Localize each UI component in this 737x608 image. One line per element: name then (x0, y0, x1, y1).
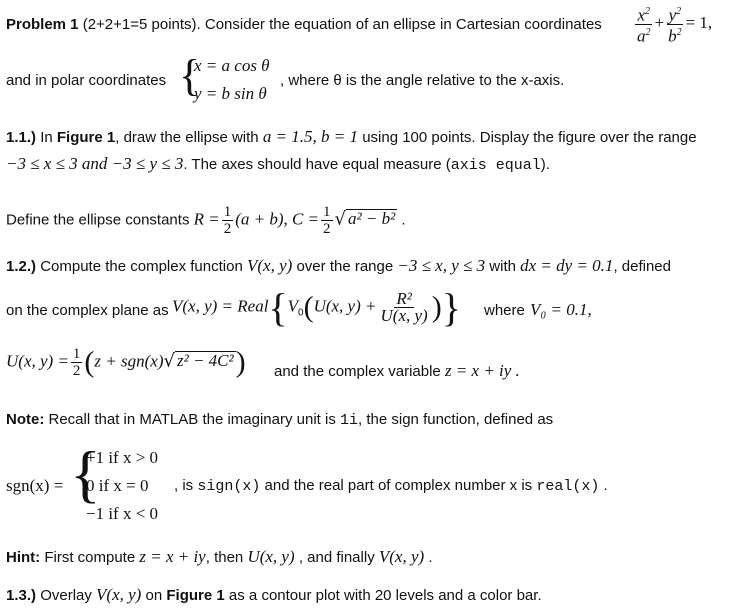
section-1-1-line1 (6, 127, 697, 147)
eq-rhs: = 1, (685, 13, 713, 33)
const-R: R = (193, 209, 220, 229)
s12-cvar (274, 361, 520, 381)
const-C-num: 1 (323, 204, 331, 220)
note-text4: and the real part of complex number x is (264, 477, 533, 494)
s13-text2: on (145, 587, 163, 604)
const-R-rest: (a + b), (235, 209, 288, 229)
section-1-2-line1 (6, 256, 671, 276)
section-1-3-label: 1.3.) (6, 587, 37, 604)
s12-z: z = x + iy . (444, 361, 520, 380)
s11-params: a = 1.5, b = 1 (262, 127, 359, 146)
s12-where: where (484, 302, 525, 319)
polar-brace: { (179, 51, 201, 100)
note-label: Note: (6, 411, 45, 428)
u-den: 2 (72, 363, 81, 379)
const-C: C = (291, 209, 320, 229)
hint-end: . (428, 549, 433, 566)
const-C-sqrt: a² − b² (348, 209, 396, 229)
u-num: 1 (72, 346, 81, 362)
constants-intro: Define the ellipse constants (6, 211, 190, 229)
const-C-den: 2 (323, 221, 331, 237)
v-uden: U(x, y) (380, 306, 428, 325)
polar-where-text: , where θ is the angle relative to the x-axis. (280, 72, 565, 89)
polar-intro: and in polar coordinates (6, 72, 167, 89)
problem-points-text: (2+2+1=5 points). Consider the equation of an ellipse in Cartesian coordinates (82, 16, 602, 33)
hint-label: Hint: (6, 549, 41, 566)
problem-1-intro (6, 16, 602, 33)
note-code-1i: 1i (340, 412, 359, 429)
polar-y-eq: y = b sin θ (194, 84, 267, 103)
note-text3: , is (174, 477, 194, 494)
v0: V (287, 296, 299, 316)
note-code-sign: sign(x) (197, 478, 261, 495)
hint-z: z = x + iy (139, 547, 206, 566)
const-end: . (401, 211, 406, 229)
s11-code-axis-equal: axis equal (450, 157, 541, 174)
note-code-real: real(x) (536, 478, 600, 495)
veq: V(x, y) = Real (172, 296, 269, 316)
ueq: U(x, y) = (6, 351, 69, 371)
hint-text2: , then (205, 549, 244, 566)
eq-a: a (637, 26, 646, 46)
problem-label: Problem 1 (6, 16, 79, 33)
s12-text2: over the range (296, 258, 394, 275)
constants-line (6, 204, 406, 237)
u-body: z + sgn(x) (94, 351, 164, 371)
s13-v: V(x, y) (96, 585, 142, 604)
sqrt-icon: √ (334, 208, 346, 230)
note-text1: Recall that in MATLAB the imaginary unit is (48, 411, 336, 428)
s12-v0-value: V₀ = 0.1, (530, 300, 592, 319)
s11-text5: ). (540, 156, 550, 173)
s13-text1: Overlay (40, 587, 92, 604)
v-u: U(x, y) + (313, 296, 377, 316)
hint-line (6, 547, 433, 567)
s13-figure-ref: Figure 1 (166, 587, 225, 604)
s11-text4: . The axes should have equal measure ( (183, 156, 451, 173)
sgn-case-1: +1 if x > 0 (86, 448, 159, 467)
section-1-3-line (6, 585, 542, 605)
section-1-1-line2 (6, 154, 550, 174)
polar-x-eq: x = a cos θ (194, 56, 270, 75)
s12-text3: with (489, 258, 516, 275)
sgn-brace: { (70, 438, 101, 509)
u-equation: U(x, y) = $\frac{1}{2}$ (z + sgn(x)√ z² − 4C²) (6, 345, 246, 379)
s12-text1: Compute the complex function (40, 258, 243, 275)
s12-dx: dx = dy = 0.1 (520, 256, 614, 275)
s12-text4: , defined (613, 258, 671, 275)
section-1-2-label: 1.2.) (6, 258, 37, 275)
s12-range: −3 ≤ x, y ≤ 3 (397, 256, 486, 275)
hint-text3: , and finally (298, 549, 375, 566)
eq-x: x (637, 5, 646, 25)
const-R-den: 2 (223, 221, 232, 237)
hint-v: V(x, y) (378, 547, 425, 566)
sqrt-icon: √ (163, 350, 175, 372)
note-text2: , the sign function, defined as (358, 411, 554, 428)
u-sqrt: z² − 4C² (176, 351, 234, 371)
s12-plane-text: on the complex plane as (6, 302, 169, 319)
eq-y: y (668, 5, 677, 25)
v-r2: R² (396, 289, 412, 308)
s11-range: −3 ≤ x ≤ 3 and −3 ≤ y ≤ 3 (6, 154, 184, 173)
section-1-1-label: 1.1.) (6, 129, 37, 146)
sgn-lhs: sgn(x) = (6, 476, 64, 495)
s13-text3: as a contour plot with 20 levels and a color bar. (228, 587, 542, 604)
s12-fn: V(x, y) (246, 256, 293, 275)
s11-figure-ref: Figure 1 (56, 129, 116, 146)
sgn-case-2: 0 if x = 0 (86, 476, 149, 495)
hint-u: U(x, y) (247, 547, 295, 566)
s12-cvar-text: and the complex variable (274, 363, 441, 380)
sgn-description (174, 477, 608, 495)
sgn-case-3: −1 if x < 0 (86, 504, 159, 523)
hint-text1: First compute (44, 549, 136, 566)
s11-text1: In (40, 129, 53, 146)
ellipse-cartesian-equation: $\frac{x^2}{a^2}$ + $\frac{y^2}{b^2}$ = 1, (637, 5, 713, 46)
note-line (6, 411, 553, 429)
const-R-num: 1 (223, 204, 232, 220)
note-end: . (603, 477, 608, 494)
s11-text2: , draw the ellipse with (115, 129, 259, 146)
v-equation: V(x, $y) = Real\{V_0(U(x$, y) + $\frac{\text{R²}}{U(x, y)}$ )} (172, 285, 461, 330)
eq-b: b (668, 26, 677, 46)
s11-text3: using 100 points. Display the figure over the range (362, 129, 697, 146)
